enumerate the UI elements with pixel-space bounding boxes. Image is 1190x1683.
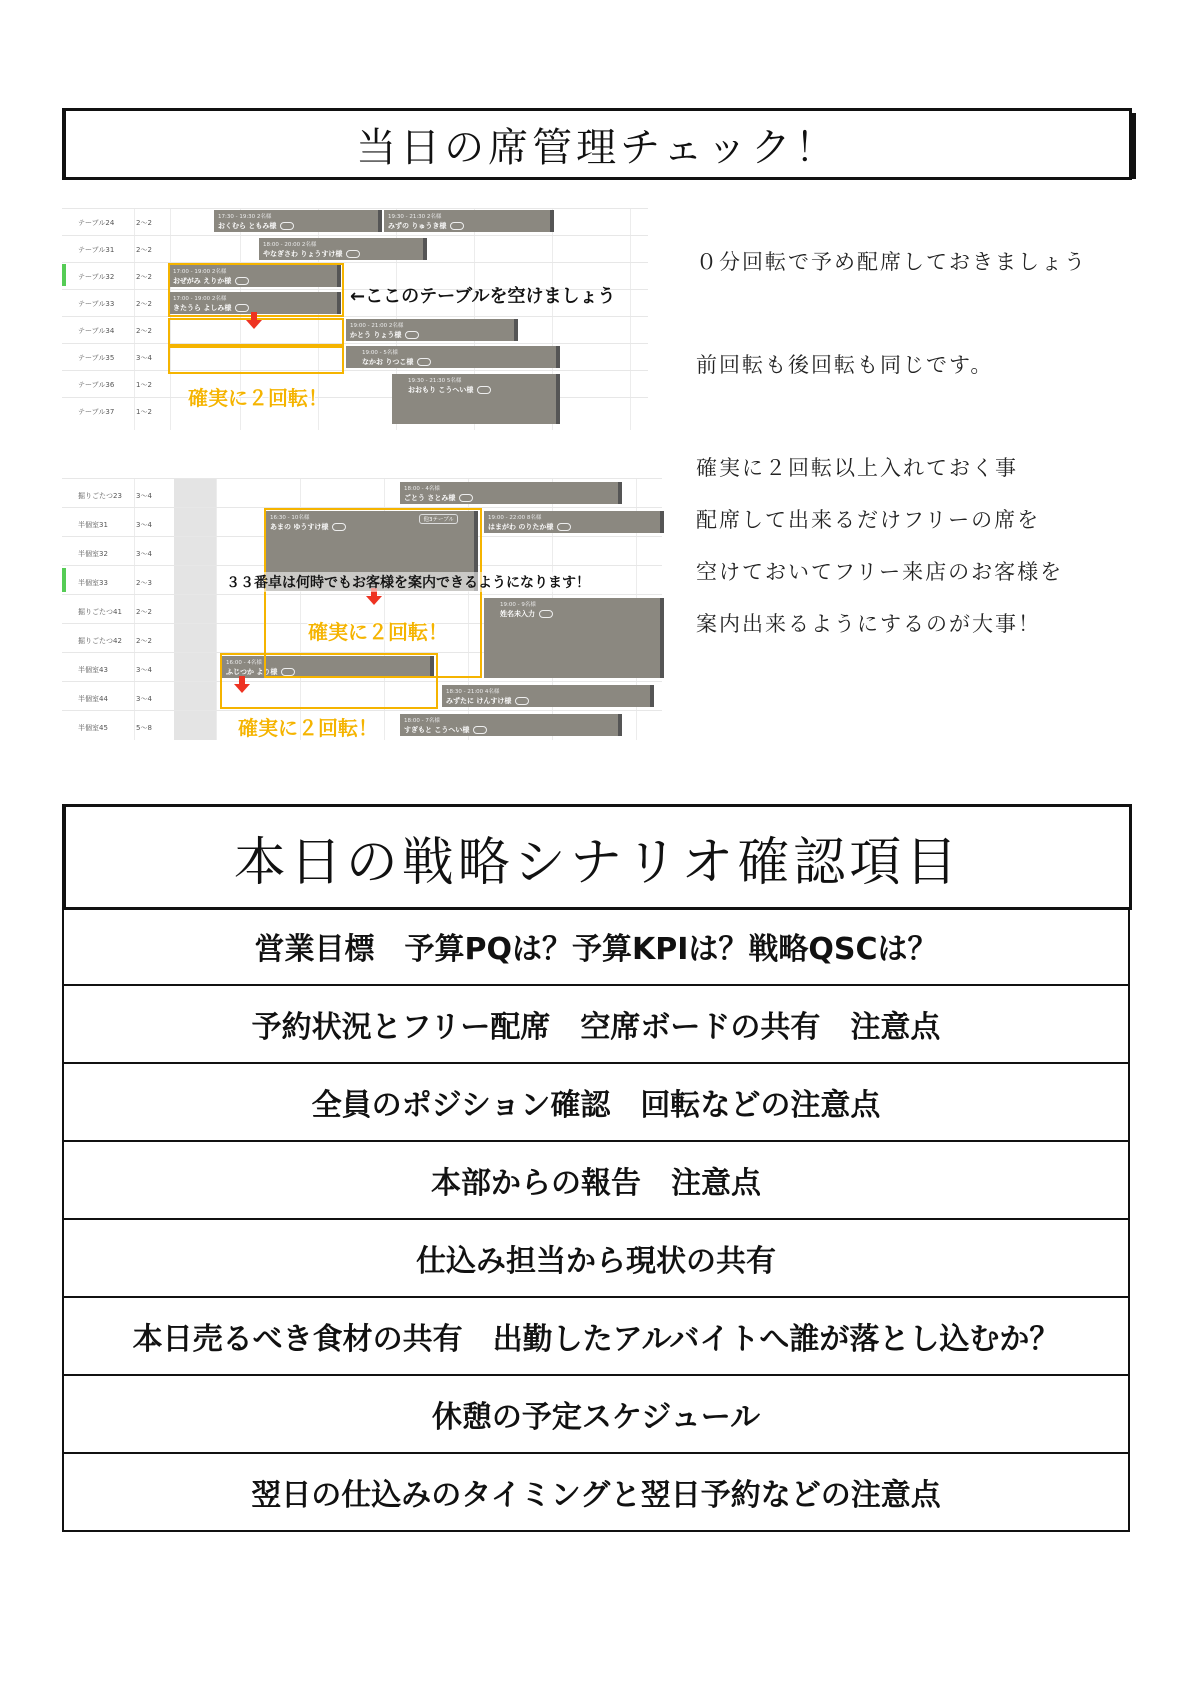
table-row: テーブル34 2～2 — [62, 316, 648, 344]
table-row: 掘りごたつ41 2～2 — [62, 594, 662, 624]
reservation-bar[interactable]: 19:30 - 21:30 2名様 みずの りゅうき様 — [384, 210, 554, 232]
reservation-bar[interactable]: 17:30 - 19:30 2名様 おくむら ともみ様 — [214, 210, 382, 232]
table-row: テーブル24 2～2 — [62, 208, 648, 236]
table-row: 半個室32 3～4 — [62, 536, 662, 566]
table-row: 半個室44 3～4 — [62, 681, 662, 711]
seating-screenshot-2 — [62, 478, 662, 740]
selected-row-indicator — [62, 264, 66, 286]
checklist-item: 営業目標 予算PQは？予算KPIは？戦略QSCは？ — [62, 908, 1130, 986]
checklist-item: 本部からの報告 注意点 — [62, 1142, 1130, 1220]
seat-management-title-text: 当日の席管理チェック！ — [356, 124, 839, 171]
table-row: 掘りごたつ23 3～4 — [62, 478, 662, 508]
reservation-bar[interactable]: 18:00 - 20:00 2名様 やなぎさわ りょうすけ様 — [259, 238, 427, 260]
checklist-item: 休憩の予定スケジュール — [62, 1376, 1130, 1454]
note-line: ０分回転で予め配席しておきましょう — [696, 250, 1087, 274]
strategy-checklist-title-text: 本日の戦略シナリオ確認項目 — [233, 832, 962, 893]
reservation-bar[interactable]: 16:30 - 10名様 あまの ゆうすけ様 他3テーブル — [266, 511, 478, 591]
highlight-label: 確実に２回転！ — [188, 386, 328, 410]
pill-icon — [473, 726, 487, 734]
checklist-item: 翌日の仕込みのタイミングと翌日予約などの注意点 — [62, 1454, 1130, 1532]
pill-icon — [450, 222, 464, 230]
highlight-label: 確実に２回転！ — [238, 716, 378, 740]
pill-icon — [346, 250, 360, 258]
pill-icon — [280, 222, 294, 230]
checklist-item: 仕込み担当から現状の共有 — [62, 1220, 1130, 1298]
highlight-label: 確実に２回転！ — [308, 620, 448, 644]
selected-row-indicator — [62, 568, 66, 592]
pill-icon — [557, 523, 571, 531]
pill-icon — [405, 331, 419, 339]
reservation-bar[interactable]: 19:30 - 21:30 5名様 おおもり こうへい様 — [392, 374, 560, 424]
table-row: テーブル37 1～2 — [62, 397, 648, 425]
reservation-bar[interactable]: 18:00 - 7名様 すぎもと こうへい様 — [400, 714, 622, 736]
checklist-item: 本日売るべき食材の共有 出勤したアルバイトへ誰が落とし込むか？ — [62, 1298, 1130, 1376]
pill-icon — [459, 494, 473, 502]
note-line: 案内出来るようにするのが大事！ — [696, 612, 1041, 636]
table-row: テーブル32 2～2 — [62, 262, 648, 290]
reservation-bar[interactable]: 19:00 - 9名様 姓名未入力 — [484, 598, 664, 678]
note-line: 空けておいてフリー来店のお客様を — [696, 560, 1064, 584]
annotation-text: ３３番卓は何時でもお客様を案内できるようになります！ — [226, 572, 590, 592]
note-line: 配席して出来るだけフリーの席を — [696, 508, 1041, 532]
seat-management-title — [62, 108, 1132, 180]
reservation-bar[interactable]: 19:00 - 22:00 8名様 はまがわ のりたか様 — [484, 511, 664, 533]
reservation-bar[interactable]: 19:00 - 21:00 2名様 かとう りょう様 — [346, 319, 518, 341]
other-tables-tag: 他3テーブル — [419, 514, 458, 524]
checklist-item: 全員のポジション確認 回転などの注意点 — [62, 1064, 1130, 1142]
reservation-bar[interactable]: 17:00 - 19:00 2名様 おぜがみ えりか様 — [169, 265, 341, 287]
table-row: テーブル31 2～2 — [62, 235, 648, 263]
pill-icon — [515, 697, 529, 705]
pill-icon — [539, 610, 553, 618]
note-line: 確実に２回転以上入れておく事 — [696, 456, 1018, 480]
pill-icon — [417, 358, 431, 366]
checklist-item: 予約状況とフリー配席 空席ボードの共有 注意点 — [62, 986, 1130, 1064]
seating-screenshot-1 — [62, 208, 648, 430]
table-row: 半個室43 3～4 — [62, 652, 662, 682]
reservation-bar[interactable]: 18:00 - 4名様 ごとう さとみ様 — [400, 482, 622, 504]
table-row: 半個室31 3～4 — [62, 507, 662, 537]
reservation-bar[interactable]: 19:00 - 5名様 なかお りつこ様 — [346, 346, 560, 368]
table-row: テーブル33 2～2 — [62, 289, 648, 317]
table-row: 掘りごたつ42 2～2 — [62, 623, 662, 653]
highlight-box — [168, 263, 344, 317]
pill-icon — [477, 386, 491, 394]
table-row: 半個室45 5～8 — [62, 710, 662, 740]
strategy-checklist — [62, 908, 1130, 1532]
table-row: 半個室33 2～3 — [62, 565, 662, 595]
reservation-bar[interactable]: 17:00 - 19:00 2名様 きたうら よしみ様 — [169, 292, 341, 314]
annotation-text: ←ここのテーブルを空けましょう — [350, 286, 616, 307]
reservation-bar[interactable]: 18:30 - 21:00 4名様 みずたに けんすけ様 — [442, 685, 654, 707]
table-row: テーブル36 1～2 — [62, 370, 648, 398]
table-row: テーブル35 3～4 — [62, 343, 648, 371]
reservation-bar[interactable]: 16:00 - 4名様 ふじつか より様 — [222, 656, 434, 678]
note-line: 前回転も後回転も同じです。 — [696, 353, 994, 377]
highlight-box — [168, 346, 344, 374]
highlight-box — [220, 653, 438, 709]
strategy-checklist-title — [62, 804, 1132, 910]
